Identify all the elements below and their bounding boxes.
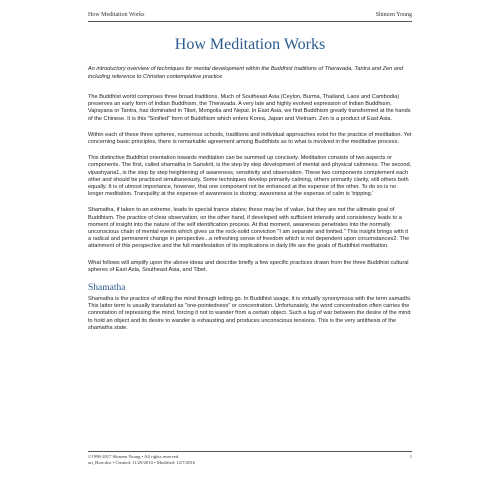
- page-number: 1: [409, 454, 412, 459]
- header-author: Shinzen Young: [375, 12, 412, 18]
- footer-file-info: art_How.doc • Created: 11/29/2010 • Modified: 12/7/2016: [88, 460, 195, 465]
- header-doc-title: How Meditation Works: [88, 12, 145, 18]
- page-header: [88, 12, 412, 18]
- document-body: [88, 94, 412, 332]
- body-paragraph: Shamatha is the practice of stilling the mind through letting go. In Buddhist usage, it is virtually synonymous with the term samadhi. This latter term is usually translated as "one-pointedness" or concentration. Unfortunately, the word concentration often carries the connotation of repressing the mind, forcing it not to wander from a certain object. Such a tug of war between the desire of the mind to hold an object and its desire to wander is exhausting and produces unconscious tensions. This is the very antithesis of the shamatha state.: [88, 296, 412, 331]
- body-paragraph: The Buddhist world comprises three broad traditions. Much of Southeast Asia (Ceylon, Burma, Thailand, Laos and Cambodia) preserves an early form of Indian Buddhism, the Theravada. A very late and highly evolved expression of Indian Buddhism, Vajrayana or Tantra, has dominated in Tibet, Mongolia and Nepal. In East Asia, we find Buddhism greatly transformed at the hands of the Chinese. It is this "Sinified" form of Buddhism which enters Korea, Japan and Vietnam. Zen is a product of East Asia.: [88, 94, 411, 122]
- page-footer: [88, 454, 412, 466]
- page-title: How Meditation Works: [174, 36, 326, 53]
- page-subtitle: An introductory overview of techniques for mental development within the Buddhist traditions of Theravada, Tantra and Zen and including reference to Christian contemplative practice: [88, 66, 404, 80]
- body-paragraph: This distinctive Buddhist orientation towards meditation can be summed up concisely. Meditation consists of two aspects or components. The first, called shamatha in Sanskrit, is the step by step development of mental and physical calmness. The second, vipashyana1, is the step by step heightening of awareness, sensitivity and observation. These two components complement each other and should be practiced simultaneously. Some techniques develop primarily calming, others primarily clarity, still others both equally. It is of utmost importance, however, that one component not be enhanced at the expense of the other. To do so is no longer meditation. Tranquility at the expense of awareness is dozing; awareness at the expense of calm is 'tripping.': [88, 155, 412, 198]
- section-heading: Shamatha: [88, 283, 126, 294]
- body-paragraph: Shamatha, if taken to an extreme, leads to special trance states; these may be of value, but they are not the ultimate goal of Buddhism. The practice of clear observation, on the other hand, if developed with sufficient intensity and consistency leads to a moment of insight into the nature of the self identification process. At that moment, awareness penetrates into the normally unconscious chain of mental events which gives us the rock-solid conviction "I am separate and limited." This insight brings with it a radical and permanent change in perspective...a refreshing sense of freedom which is not dependent upon circumstances2. The attainment of this perspective and the full manifestation of its implications in daily life are the goals of Buddhist meditation.: [88, 207, 410, 250]
- footer-rule: [88, 451, 412, 452]
- body-paragraph: Within each of these three spheres, numerous schools, traditions and individual approaches exist for the practice of meditation. Yet concerning basic principles, there is remarkable agreement among Buddhists as to what is involved in the meditative process.: [88, 131, 412, 146]
- body-paragraph: What follows will amplify upon the above ideas and describe briefly a few specific practices drawn from the three Buddhist cultural spheres of East Asia, Southeast Asia, and Tibet.: [88, 259, 409, 273]
- footer-copyright: ©1998-2017 Shinzen Young • All rights reserved.: [88, 454, 180, 459]
- header-rule: [88, 21, 412, 22]
